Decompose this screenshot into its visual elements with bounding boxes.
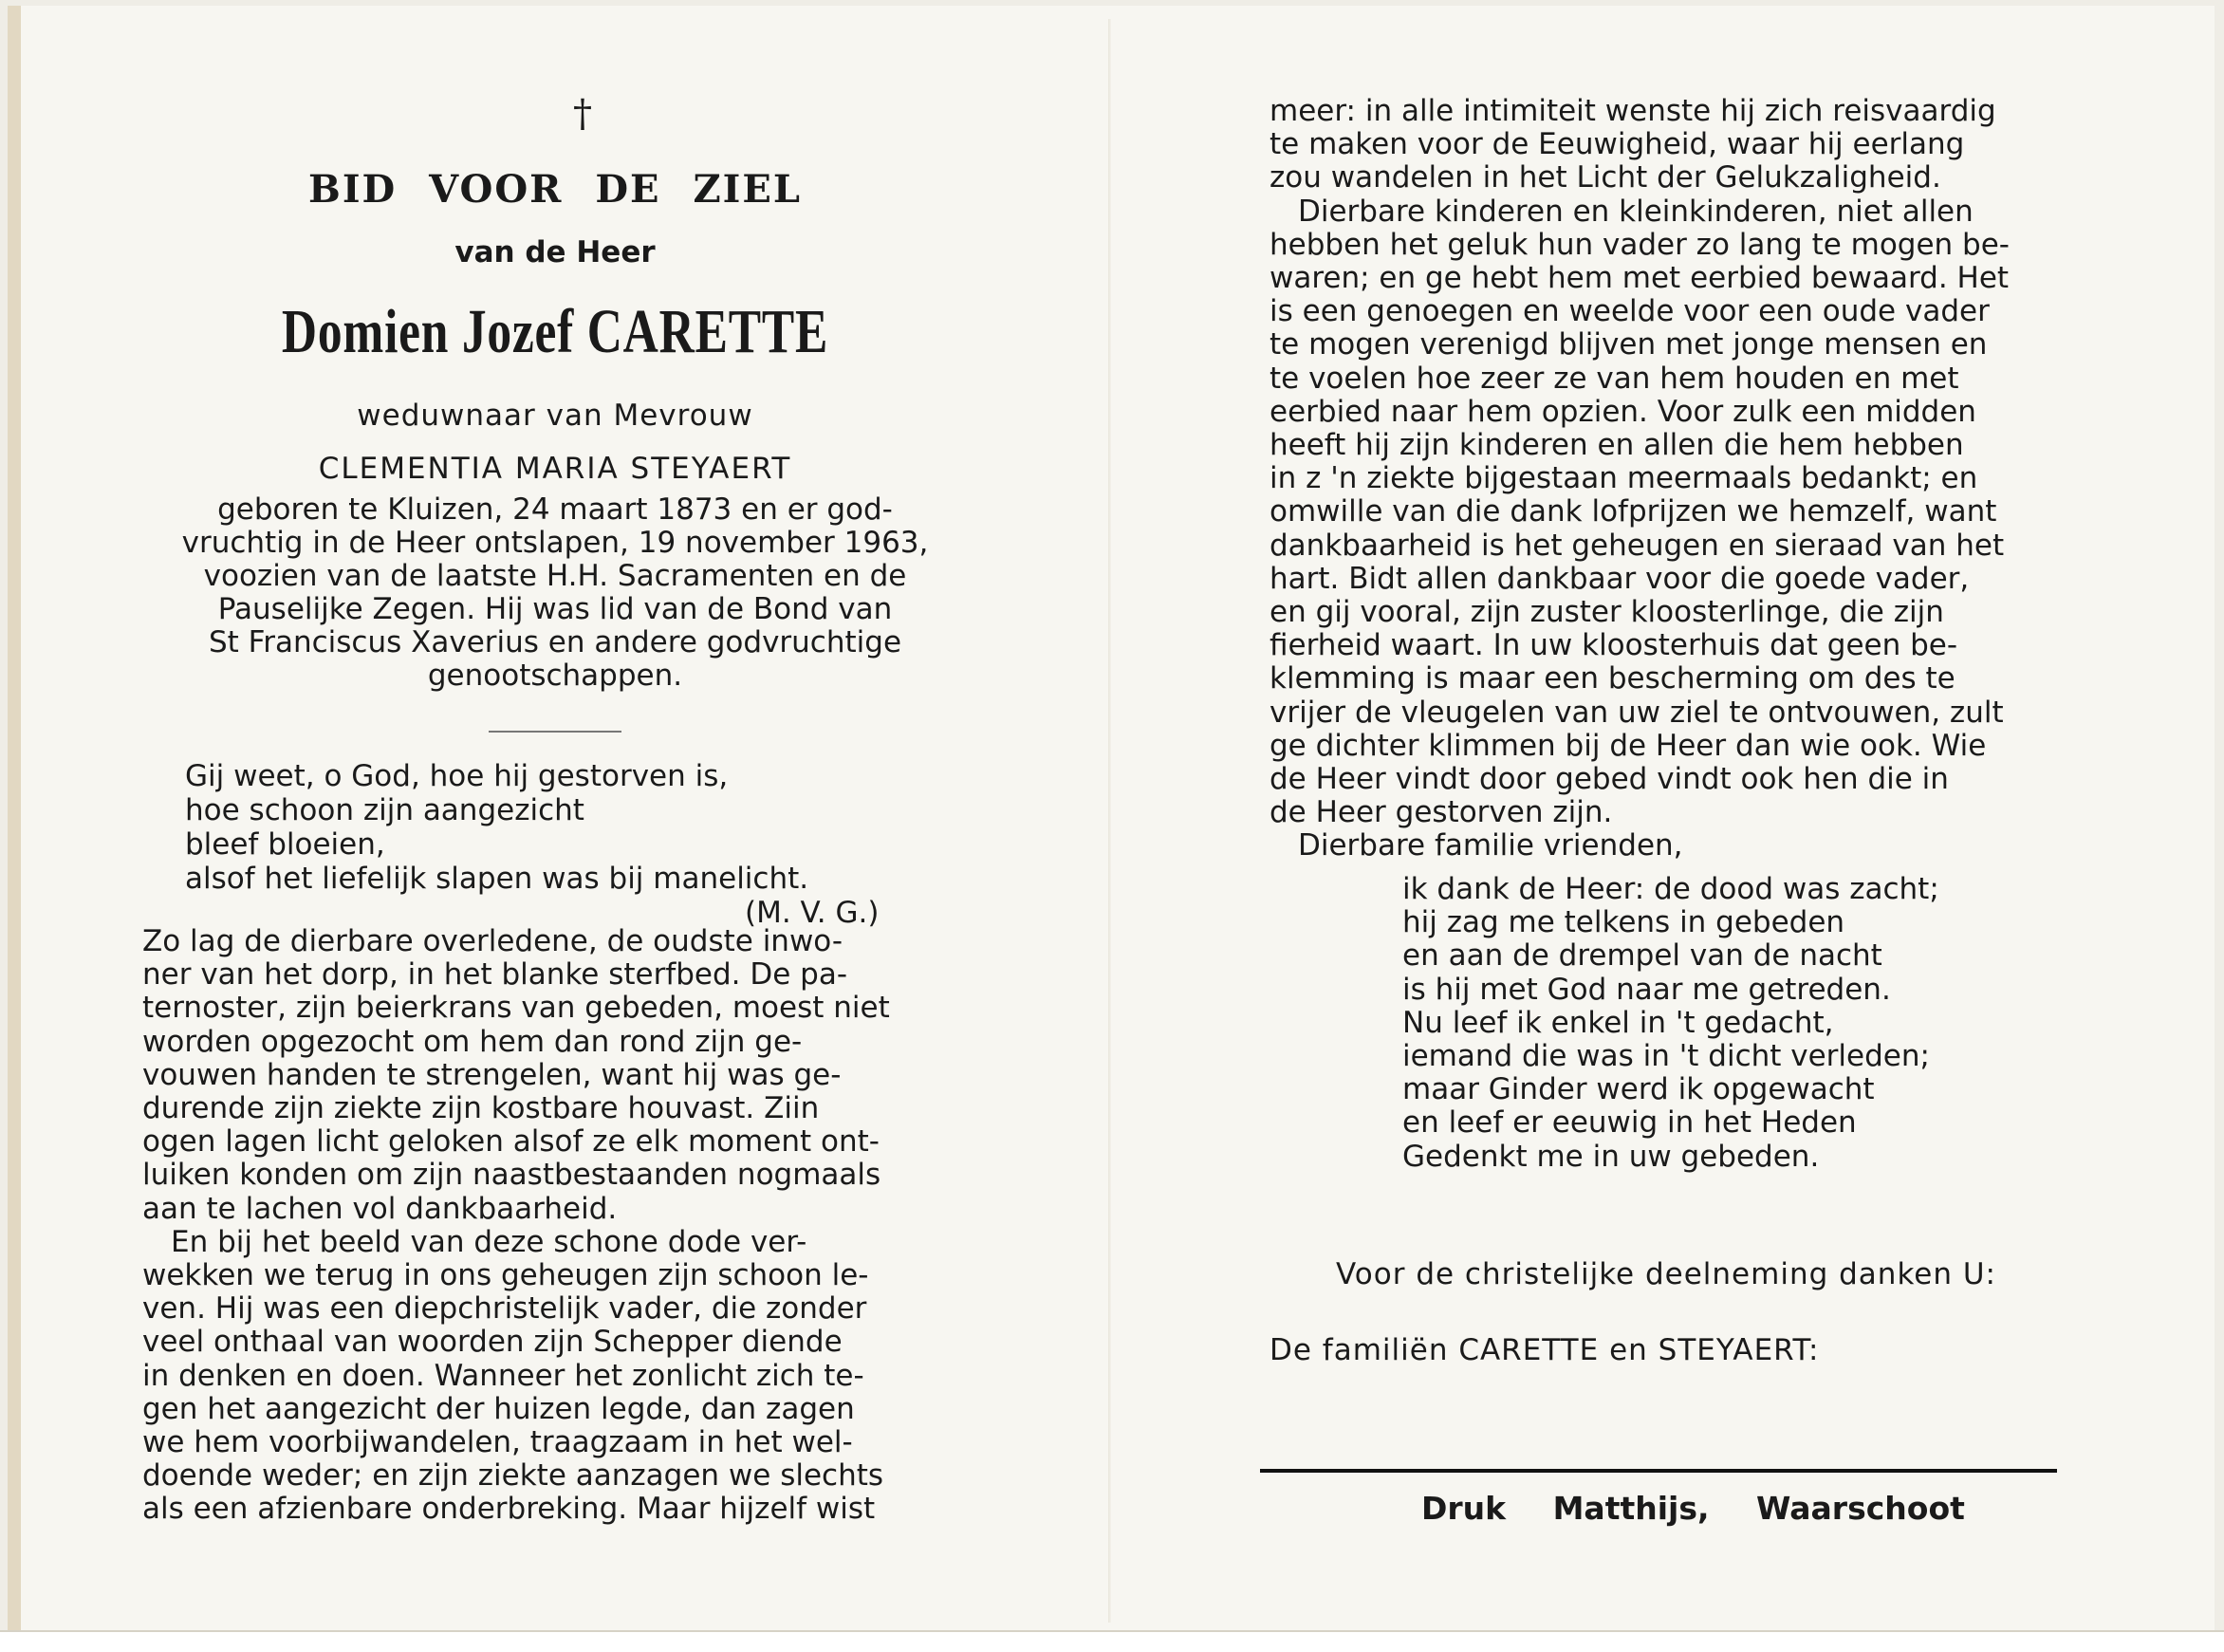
text-line: luiken konden om zijn naastbestaanden nogmaals [142,1158,881,1193]
biography-line: Pauselijke Zegen. Hij was lid van de Bond van [217,592,893,626]
honorific: van de Heer [454,235,656,269]
text-line: dankbaarheid is het geheugen en sieraad van het [1270,528,2005,563]
text-line: hebben het geluk hun vader zo lang te mogen be- [1270,227,2010,262]
text-line: durende zijn ziekte zijn kostbare houvast. Ziin [142,1091,820,1126]
biography-line: geboren te Kluizen, 24 maart 1873 en er god- [217,492,893,527]
text-line: we hem voorbijwandelen, traagzaam in het wel- [142,1425,853,1460]
opening-poem [185,759,906,930]
text-line: in z 'n ziekte bijgestaan meermaals bedankt; en [1270,461,1978,496]
text-line: eerbied naar hem opzien. Voor zulk een midden [1270,394,1976,429]
text-line: klemming is maar een bescherming om des te [1270,661,1955,696]
text-line: en gij vooral, zijn zuster kloosterlinge, die zijn [1270,595,1944,630]
poem-line: iemand die was in 't dicht verleden; [1402,1039,1930,1074]
biography-line: St Franciscus Xaverius en andere godvruchtige [208,625,902,659]
text-line: de Heer vindt door gebed vindt ook hen die in [1270,762,1949,797]
poem-line: hij zag me telkens in gebeden [1402,905,1845,940]
text-line: doende weder; en zijn ziekte aanzagen we slechts [142,1458,884,1494]
text-line: meer: in alle intimiteit wenste hij zich reisvaardig [1270,94,1996,128]
deceased-name: Domien Jozef CARETTE [281,297,829,366]
poem-source: (M. V. G.) [745,896,880,930]
separator-line [489,731,621,733]
text-line: fierheid waart. In uw kloosterhuis dat geen be- [1270,628,1958,663]
biography-block [142,493,968,693]
text-line: te maken voor de Eeuwigheid, waar hij eerlang [1270,127,1965,162]
poem-line: is hij met God naar me getreden. [1402,972,1891,1007]
scan-bottom-edge [0,1630,2224,1652]
text-line: waren; en ge hebt hem met eerbied bewaard. Het [1270,261,2010,296]
text-line: omwille van die dank lofprijzen we hemzelf, want [1270,494,1997,529]
eulogy-continued [1270,95,2095,863]
text-line: de Heer gestorven zijn. [1270,795,1613,830]
text-line: aan te lachen vol dankbaarheid. [142,1191,618,1226]
biography-line: genootschappen. [427,659,683,693]
text-line: hart. Bidt allen dankbaar voor die goede vader, [1270,561,1970,596]
poem-line: bleef bloeien, [185,827,385,862]
wife-name: CLEMENTIA MARIA STEYAERT [318,452,792,486]
eulogy-text [142,925,968,1527]
text-line: wekken we terug in ons geheugen zijn schoon le- [142,1258,869,1293]
poem-line: hoe schoon zijn aangezicht [185,793,584,827]
cross-icon: † [573,92,592,136]
poem-line: Nu leef ik enkel in 't gedacht, [1402,1005,1834,1040]
thanks-line: Voor de christelijke deelneming danken U: [1336,1257,1996,1291]
printer-credit: Druk Matthijs, Waarschoot [1421,1490,1965,1527]
printer-rule [1260,1469,2057,1473]
poem-line: Gedenkt me in uw gebeden. [1402,1139,1820,1174]
widower-line: weduwnaar van Mevrouw [357,399,753,433]
poem-line: en leef er eeuwig in het Heden [1402,1105,1857,1141]
text-line: Dierbare kinderen en kleinkinderen, niet allen [1298,194,1974,229]
text-line: ge dichter klimmen bij de Heer dan wie ook. Wie [1270,728,1987,763]
poem-line: ik dank de Heer: de dood was zacht; [1402,872,1939,906]
text-line: ternoster, zijn beierkrans van gebeden, moest niet [142,991,890,1026]
text-line: veel onthaal van woorden zijn Schepper diende [142,1325,843,1360]
biography-line: vruchtig in de Heer ontslapen, 19 november 1963, [181,526,929,560]
closing-poem [1402,873,2085,1174]
text-line: worden opgezocht om hem dan rond zijn ge- [142,1024,803,1059]
text-line: Dierbare familie vrienden, [1298,828,1683,863]
poem-line: en aan de drempel van de nacht [1402,938,1882,974]
biography-line: voozien van de laatste H.H. Sacramenten en de [203,559,907,593]
text-line: is een genoegen en weelde voor een oude vader [1270,294,1990,329]
center-fold [1108,19,1111,1623]
text-line: vrijer de vleugelen van uw ziel te ontvouwen, zult [1270,695,2004,730]
text-line: zou wandelen in het Licht der Gelukzaligheid. [1270,160,1941,195]
text-line: ner van het dorp, in het blanke sterfbed. De pa- [142,957,848,993]
card-title: BID VOOR DE ZIEL [308,167,802,212]
text-line: te voelen hoe zeer ze van hem houden en met [1270,361,1959,396]
poem-line: alsof het liefelijk slapen was bij manelicht. [185,862,809,896]
poem-line: Gij weet, o God, hoe hij gestorven is, [185,759,729,793]
poem-line: maar Ginder werd ik opgewacht [1402,1072,1875,1107]
text-line: ven. Hij was een diepchristelijk vader, die zonder [142,1291,867,1327]
family-signature: De familiën CARETTE en STEYAERT: [1270,1333,1820,1367]
text-line: als een afzienbare onderbreking. Maar hijzelf wist [142,1492,876,1527]
text-line: Zo lag de dierbare overledene, de oudste inwo- [142,924,843,958]
text-line: En bij het beeld van deze schone dode ver- [171,1224,807,1259]
text-line: ogen lagen licht geloken alsof ze elk moment ont- [142,1124,880,1160]
text-line: vouwen handen te strengelen, want hij was ge- [142,1057,842,1092]
text-line: heeft hij zijn kinderen en allen die hem hebben [1270,428,1964,463]
text-line: te mogen verenigd blijven met jonge mensen en [1270,327,1988,362]
text-line: in denken en doen. Wanneer het zonlicht zich te- [142,1358,864,1393]
text-line: gen het aangezicht der huizen legde, dan zagen [142,1391,855,1426]
